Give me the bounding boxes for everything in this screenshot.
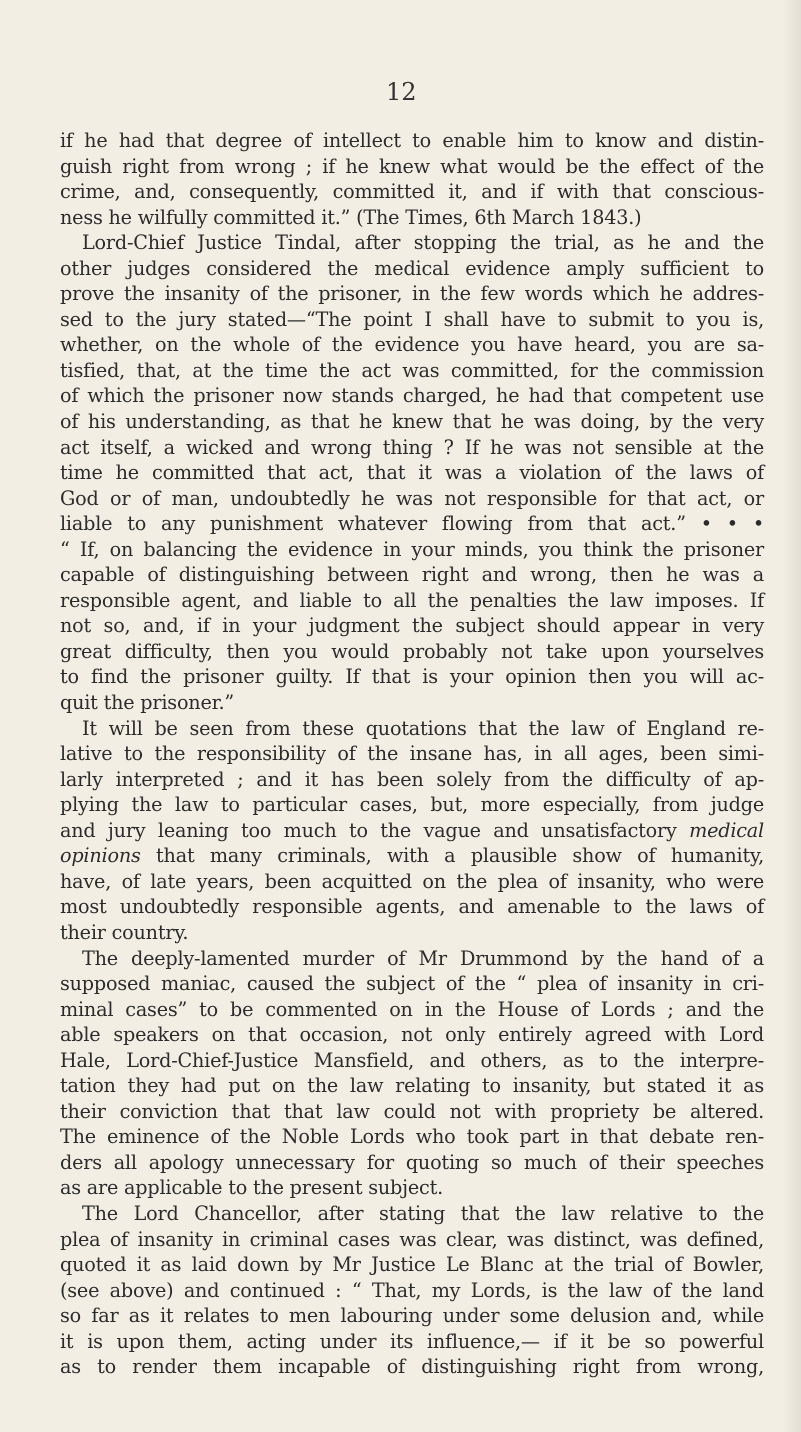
- text-line: tisfied, that, at the time the act was committed, for the commission: [60, 358, 764, 382]
- text-line: plea of insanity in criminal cases was clear, was distinct, was defined,: [60, 1227, 764, 1251]
- text-line: able speakers on that occasion, not only entirely agreed with Lord: [60, 1023, 764, 1047]
- emphasis-opinions: opinions: [60, 844, 141, 868]
- page-edge-shadow: [783, 0, 801, 1432]
- text-line: as to render them incapable of distinguishing right from wrong,: [60, 1355, 764, 1379]
- text-line: to find the prisoner guilty. If that is your opinion then you will ac-: [60, 665, 764, 689]
- text-line: have, of late years, been acquitted on the plea of insanity, who were: [60, 869, 764, 893]
- text-line: so far as it relates to men labouring under some delusion and, while: [60, 1304, 764, 1328]
- text-segment: and jury leaning too much to the vague and unsatisfactory: [60, 818, 677, 842]
- text-line: sed to the jury stated—“The point I shall have to submit to you is,: [60, 307, 764, 331]
- text-line: quoted it as laid down by Mr Justice Le Blanc at the trial of Bowler,: [60, 1253, 764, 1277]
- text-line: [60, 843, 764, 869]
- text-line: whether, on the whole of the evidence you have heard, you are sa-: [60, 333, 764, 357]
- text-line: tation they had put on the law relating to insanity, but stated it as: [60, 1074, 764, 1098]
- text-line: their country.: [60, 920, 189, 944]
- text-line: of which the prisoner now stands charged, he had that competent use: [60, 384, 764, 408]
- text-line: of his understanding, as that he knew that he was doing, by the very: [60, 410, 764, 434]
- text-line: supposed maniac, caused the subject of the “ plea of insanity in cri-: [60, 972, 764, 996]
- text-line: ders all apology unnecessary for quoting so much of their speeches: [60, 1150, 764, 1174]
- text-line: their conviction that that law could not with propriety be altered.: [60, 1099, 764, 1123]
- text-segment: that many criminals, with a plausible show of humanity,: [156, 844, 764, 868]
- text-line: quit the prisoner.”: [60, 691, 234, 715]
- text-line: Hale, Lord-Chief-Justice Mansfield, and others, as to the interpre-: [60, 1048, 764, 1072]
- text-line: if he had that degree of intellect to enable him to know and distin-: [60, 129, 764, 152]
- text-line: most undoubtedly responsible agents, and amenable to the laws of: [60, 895, 764, 919]
- text-line: minal cases” to be commented on in the House of Lords ; and the: [60, 997, 764, 1021]
- text-line: crime, and, consequently, committed it, and if with that conscious-: [60, 180, 764, 204]
- text-line: prove the insanity of the prisoner, in the few words which he addres-: [60, 282, 764, 306]
- text-line: (see above) and continued : “ That, my Lords, is the law of the land: [60, 1278, 764, 1302]
- text-line: larly interpreted ; and it has been solely from the difficulty of ap-: [60, 767, 764, 791]
- text-line: The deeply-lamented murder of Mr Drummond by the hand of a: [82, 946, 764, 970]
- body-text: [60, 128, 764, 1380]
- text-line: it is upon them, acting under its influence,— if it be so powerful: [60, 1329, 764, 1353]
- text-line: great difficulty, then you would probably not take upon yourselves: [60, 639, 764, 663]
- text-line: Lord-Chief Justice Tindal, after stopping the trial, as he and the: [82, 231, 764, 255]
- text-line: “ If, on balancing the evidence in your minds, you think the prisoner: [60, 537, 764, 561]
- text-line: capable of distinguishing between right and wrong, then he was a: [60, 563, 764, 587]
- emphasis-medical: medical: [689, 818, 764, 842]
- text-line: not so, and, if in your judgment the subject should appear in very: [60, 614, 764, 638]
- text-line: The Lord Chancellor, after stating that the law relative to the: [82, 1201, 764, 1225]
- text-line: God or of man, undoubtedly he was not responsible for that act, or: [60, 486, 764, 510]
- text-line: [60, 818, 764, 844]
- text-line: other judges considered the medical evidence amply sufficient to: [60, 256, 764, 280]
- text-line: ness he wilfully committed it.” (The Times, 6th March 1843.): [60, 205, 642, 229]
- text-line: time he committed that act, that it was a violation of the laws of: [60, 461, 764, 485]
- text-line: plying the law to particular cases, but, more especially, from judge: [60, 793, 764, 817]
- text-line: guish right from wrong ; if he knew what would be the effect of the: [60, 154, 764, 178]
- page-number: 12: [386, 78, 417, 106]
- text-line: It will be seen from these quotations that the law of England re-: [82, 716, 764, 740]
- text-line: lative to the responsibility of the insane has, in all ages, been simi-: [60, 742, 764, 766]
- text-line: liable to any punishment whatever flowing from that act.” • • •: [60, 512, 764, 536]
- text-line: The eminence of the Noble Lords who took part in that debate ren-: [60, 1125, 764, 1149]
- text-line: responsible agent, and liable to all the penalties the law imposes. If: [60, 588, 764, 612]
- text-line: as are applicable to the present subject.: [60, 1176, 443, 1200]
- text-line: act itself, a wicked and wrong thing ? If he was not sensible at the: [60, 435, 764, 459]
